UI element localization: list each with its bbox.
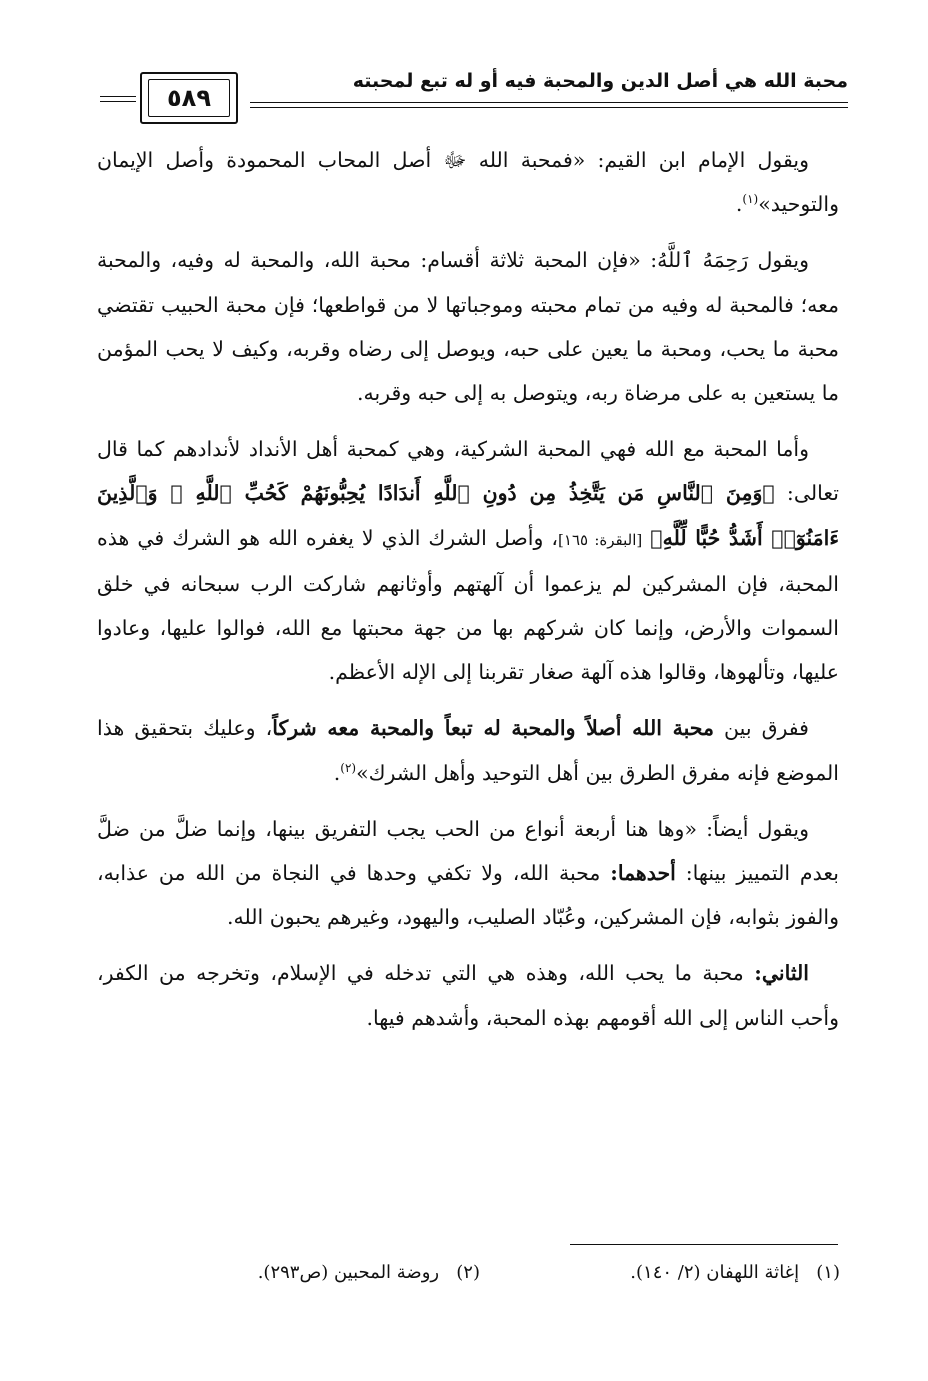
page-header [100, 60, 848, 130]
body-text [97, 138, 839, 1052]
p5-bold-label: أحدهما: [610, 861, 676, 886]
verse-reference: [البقرة: ١٦٥] [558, 530, 643, 549]
footnote-2-text: روضة المحبين (ص٢٩٣). [257, 1262, 440, 1283]
paragraph-1 [97, 138, 839, 226]
p3-before: وأما المحبة مع الله فهي المحبة الشركية، وهي كمحبة أهل الأنداد لأندادهم كما قال تعالى: [97, 437, 839, 506]
p4-bold-phrase: محبة الله أصلاً والمحبة له تبعاً والمحبة معه شركاً [272, 716, 714, 741]
running-title: محبة الله هي أصل الدين والمحبة فيه أو له تبع لمحبته [352, 70, 848, 92]
paragraph-6 [97, 951, 839, 1039]
footnote-1-text: إغاثة اللهفان (٢/ ١٤٠). [630, 1262, 800, 1283]
p1-end: . [735, 192, 743, 217]
header-rule-right-bottom [250, 107, 848, 108]
paragraph-2: ويقول رَحِمَهُ ٱللَّهُ: «فإن المحبة ثلاثة أقسام: محبة الله، والمحبة له وفيه، والمحبة معه؛ فالمحبة له وفيه من تمام محبته وموجباتها لا من قواطعها؛ فإن محبة الحبيب تقتضي محبة ما يحب، ومحبة ما يعين على حبه، ويوصل إلى رضاه وقربه، وكيف لا يحب المؤمن ما يستعين به على مرضاة ربه، ويتوصل به إلى حبه وقربه. [97, 248, 839, 406]
p6-bold-label: الثاني: [754, 961, 809, 986]
p1-line2: وأصل الإيمان والتوحيد» [97, 148, 839, 217]
page-number: ٥٨٩ [148, 79, 230, 117]
p5-start: ويقول أيضاً: «وها هنا أربعة أنواع من الحب يجب التفريق بينها، وإنما ضلَّ من ضلَّ بعدم التمييز بينها: [97, 816, 839, 886]
paragraph-3 [97, 427, 839, 694]
footnote-1-number: (١) [816, 1262, 840, 1283]
header-rule-left-bottom [100, 101, 136, 102]
page-number-frame [140, 72, 238, 124]
footnote-separator [570, 1244, 838, 1245]
header-rule-right-top [250, 102, 848, 103]
footnote-1 [630, 1255, 840, 1291]
p6-rest: محبة ما يحب الله، وهذه هي التي تدخله في الإسلام، وتخرجه من الكفر، وأحب الناس إلى الله أقومهم بهذه المحبة، وأشدهم فيها. [97, 961, 839, 1030]
quran-verse: ﴿وَمِنَ ٱلنَّاسِ مَن يَتَّخِذُ مِن دُونِ ٱللَّهِ أَندَادًا يُحِبُّونَهُمْ كَحُبِّ ٱللَّهِ ۖ وَٱلَّذِينَ ءَامَنُوٓا۟ أَشَدُّ حُبًّا لِّلَّهِ﴾ [97, 481, 839, 550]
p5-rest: محبة الله، ولا تكفي وحدها في النجاة من الله من عذابه، والفوز بثوابه، فإن المشركين، وعُبّاد الصليب، واليهود، وغيرهم يحبون الله. [97, 861, 839, 930]
header-rule-left-top [100, 96, 136, 97]
p3-after: ، وأصل الشرك الذي لا يغفره الله هو الشرك في هذه المحبة، فإن المشركين لم يزعموا أن آلهتهم وأوثانهم شاركت الرب سبحانه في خلق السموات والأرض، وإنما كان شركهم بها من جهة محبتها مع الله، فوالوا عليها، وعادوا عليها، وتألهوها، وقالوا هذه آلهة صغار تقربنا إلى الإله الأعظم. [97, 525, 839, 685]
footnote-2 [258, 1255, 480, 1291]
footnote-marker-2[interactable]: (٢) [340, 760, 357, 775]
p1-line1: ويقول الإمام ابن القيم: «فمحبة الله ﷻ أصل المحاب المحمودة [226, 148, 809, 172]
footnote-2-number: (٢) [456, 1262, 480, 1283]
paragraph-4 [97, 706, 839, 794]
footnote-marker-1[interactable]: (١) [742, 192, 759, 207]
p4-end: . [333, 760, 341, 785]
p4-rest: ، وعليك بتحقيق هذا الموضع فإنه مفرق الطرق بين أهل التوحيد وأهل الشرك» [97, 716, 839, 785]
paragraph-5 [97, 807, 839, 940]
p4-start: ففرق بين [724, 716, 809, 741]
footnotes [150, 1255, 840, 1295]
